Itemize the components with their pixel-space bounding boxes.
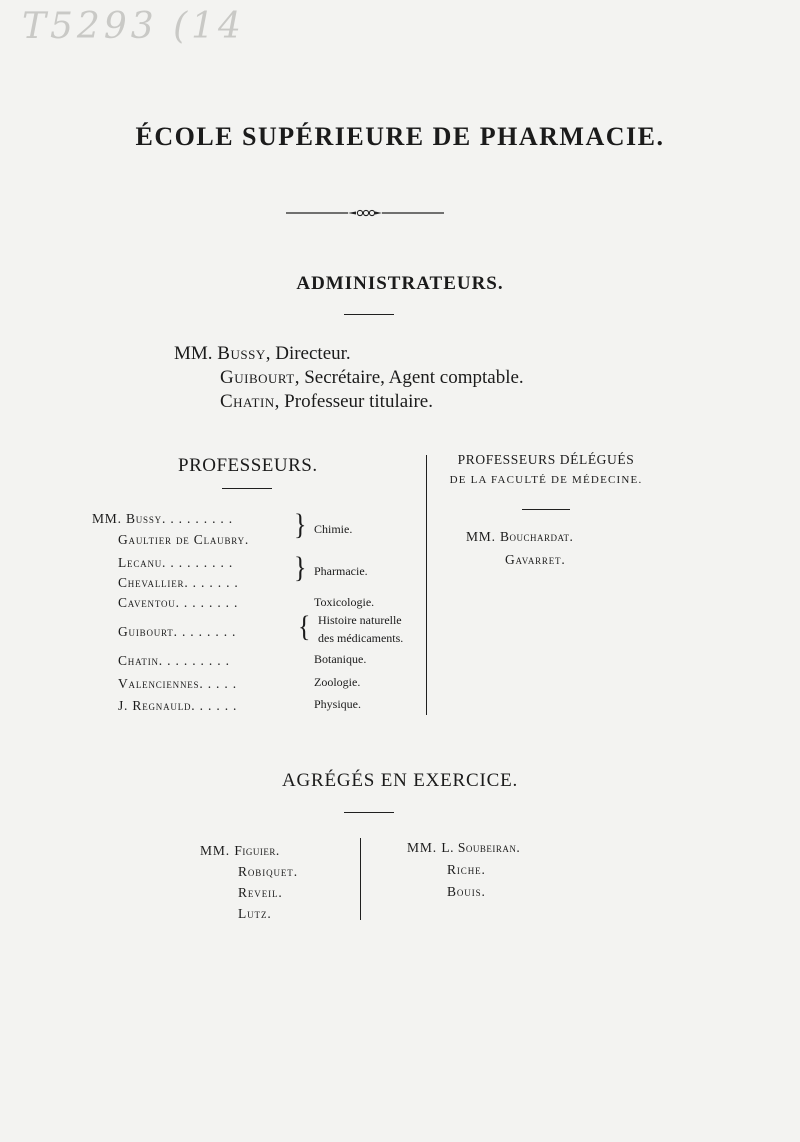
- agrege-left-1: [200, 843, 280, 859]
- admin-rule: [344, 314, 394, 315]
- agreges-heading: AGRÉGÉS EN EXERCICE.: [281, 770, 519, 791]
- brace-histoire: {: [298, 609, 311, 644]
- delegate-prefix: MM.: [466, 529, 496, 544]
- delegate-name: Bouchardat.: [499, 529, 574, 544]
- professor-row: Chatin. . . . . . . . .: [118, 653, 230, 668]
- ornament-divider: [286, 208, 444, 218]
- delegates-heading: PROFESSEURS DÉLÉGUÉS: [457, 452, 635, 467]
- professor-row: Caventou. . . . . . . .: [118, 595, 239, 610]
- admin-name: Bussy: [217, 343, 266, 364]
- admin-name: Guibourt: [220, 367, 295, 388]
- professor-row: Gaultier de Claubry.: [118, 532, 250, 547]
- agrege-name: Robiquet.: [238, 864, 298, 879]
- professor-row: Chevallier. . . . . . .: [118, 575, 239, 590]
- delegates-rule: [522, 509, 570, 510]
- agrege-name: Bouis.: [447, 884, 486, 899]
- delegates-subheading: DE LA FACULTÉ DE MÉDECINE.: [449, 474, 643, 486]
- admin-line-1: [174, 343, 351, 365]
- professor-row: Guibourt. . . . . . . .: [118, 624, 237, 639]
- page-title: ÉCOLE SUPÉRIEURE DE PHARMACIE.: [135, 122, 665, 151]
- agrege-name: Lutz.: [238, 906, 272, 921]
- delegate-1: [466, 529, 573, 545]
- professors-rule: [222, 488, 272, 489]
- admin-line-3: [220, 391, 433, 413]
- brace-pharmacie: }: [294, 550, 307, 585]
- subject-toxicologie: Toxicologie.: [314, 595, 375, 609]
- column-divider: [426, 455, 427, 715]
- subject-zoologie: Zoologie.: [314, 675, 361, 689]
- subject-histoire-1: Histoire naturelle: [318, 613, 402, 627]
- agreges-rule: [344, 812, 394, 813]
- agreges-left-prefix: MM.: [200, 843, 231, 858]
- handwritten-shelfmark: T5293 (14: [22, 6, 245, 47]
- professor-row: Lecanu. . . . . . . . .: [118, 555, 234, 570]
- agrege-name: Reveil.: [238, 885, 283, 900]
- agrege-name: L. Soubeiran.: [441, 840, 521, 855]
- subject-histoire-2: des médicaments.: [318, 631, 404, 645]
- agreges-divider: [360, 838, 361, 920]
- administrators-heading: ADMINISTRATEURS.: [296, 273, 504, 294]
- admin-prefix: MM.: [174, 343, 213, 364]
- subject-physique: Physique.: [314, 697, 362, 711]
- agreges-right-prefix: MM.: [407, 840, 438, 855]
- admin-role: , Directeur.: [265, 343, 351, 364]
- admin-role: , Secrétaire, Agent comptable.: [294, 367, 524, 388]
- professor-row: Valenciennes. . . . .: [118, 676, 237, 691]
- admin-role: , Professeur titulaire.: [274, 391, 433, 412]
- professors-heading: PROFESSEURS.: [178, 455, 318, 476]
- subject-pharmacie: Pharmacie.: [314, 564, 368, 578]
- agrege-name: Riche.: [447, 862, 486, 877]
- admin-line-2: [220, 367, 524, 389]
- agrege-right-1: [407, 840, 520, 856]
- professor-row: MM. Bussy. . . . . . . . .: [92, 511, 233, 526]
- admin-name: Chatin: [220, 391, 275, 412]
- delegate-2: Gavarret.: [505, 552, 566, 567]
- agrege-name: Figuier.: [234, 843, 280, 858]
- professor-row: J. Regnauld. . . . . .: [118, 698, 238, 713]
- brace-chimie: }: [294, 507, 307, 542]
- subject-chimie: Chimie.: [314, 522, 353, 536]
- subject-botanique: Botanique.: [314, 652, 367, 666]
